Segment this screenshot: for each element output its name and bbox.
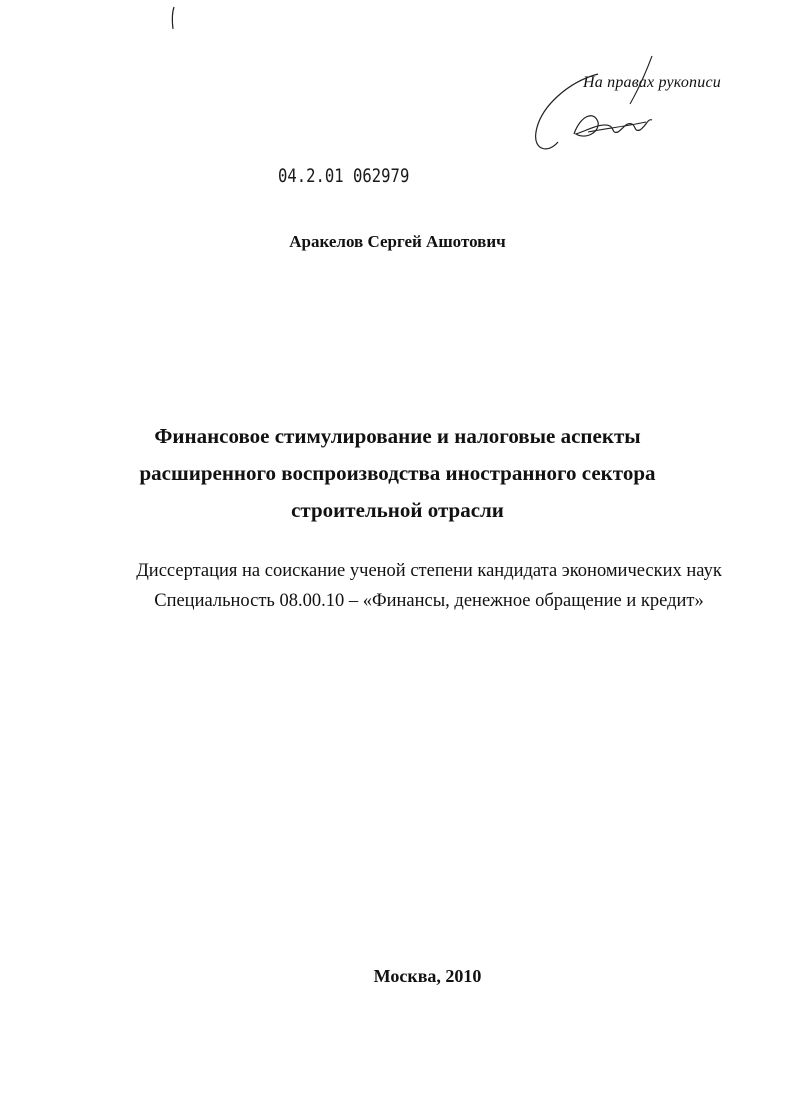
title-line-3: строительной отрасли (291, 498, 504, 522)
degree-info (0, 556, 795, 616)
specialty-line: Специальность 08.00.10 – «Финансы, денежное обращение и кредит» (154, 591, 704, 611)
scan-edge-mark (170, 6, 176, 30)
rights-note: На правах рукописи (583, 74, 721, 91)
degree-line: Диссертация на соискание ученой степени кандидата экономических наук (136, 561, 722, 581)
title-line-1: Финансовое стимулирование и налоговые аспекты (154, 424, 641, 448)
dissertation-title (0, 418, 795, 529)
place-and-year: Москва, 2010 (373, 966, 482, 986)
registration-stamp: 04.2.01 062979 (278, 165, 410, 187)
title-line-2: расширенного воспроизводства иностранного сектора (139, 461, 656, 485)
author-name: Аракелов Сергей Ашотович (289, 232, 506, 251)
signature (528, 52, 668, 162)
